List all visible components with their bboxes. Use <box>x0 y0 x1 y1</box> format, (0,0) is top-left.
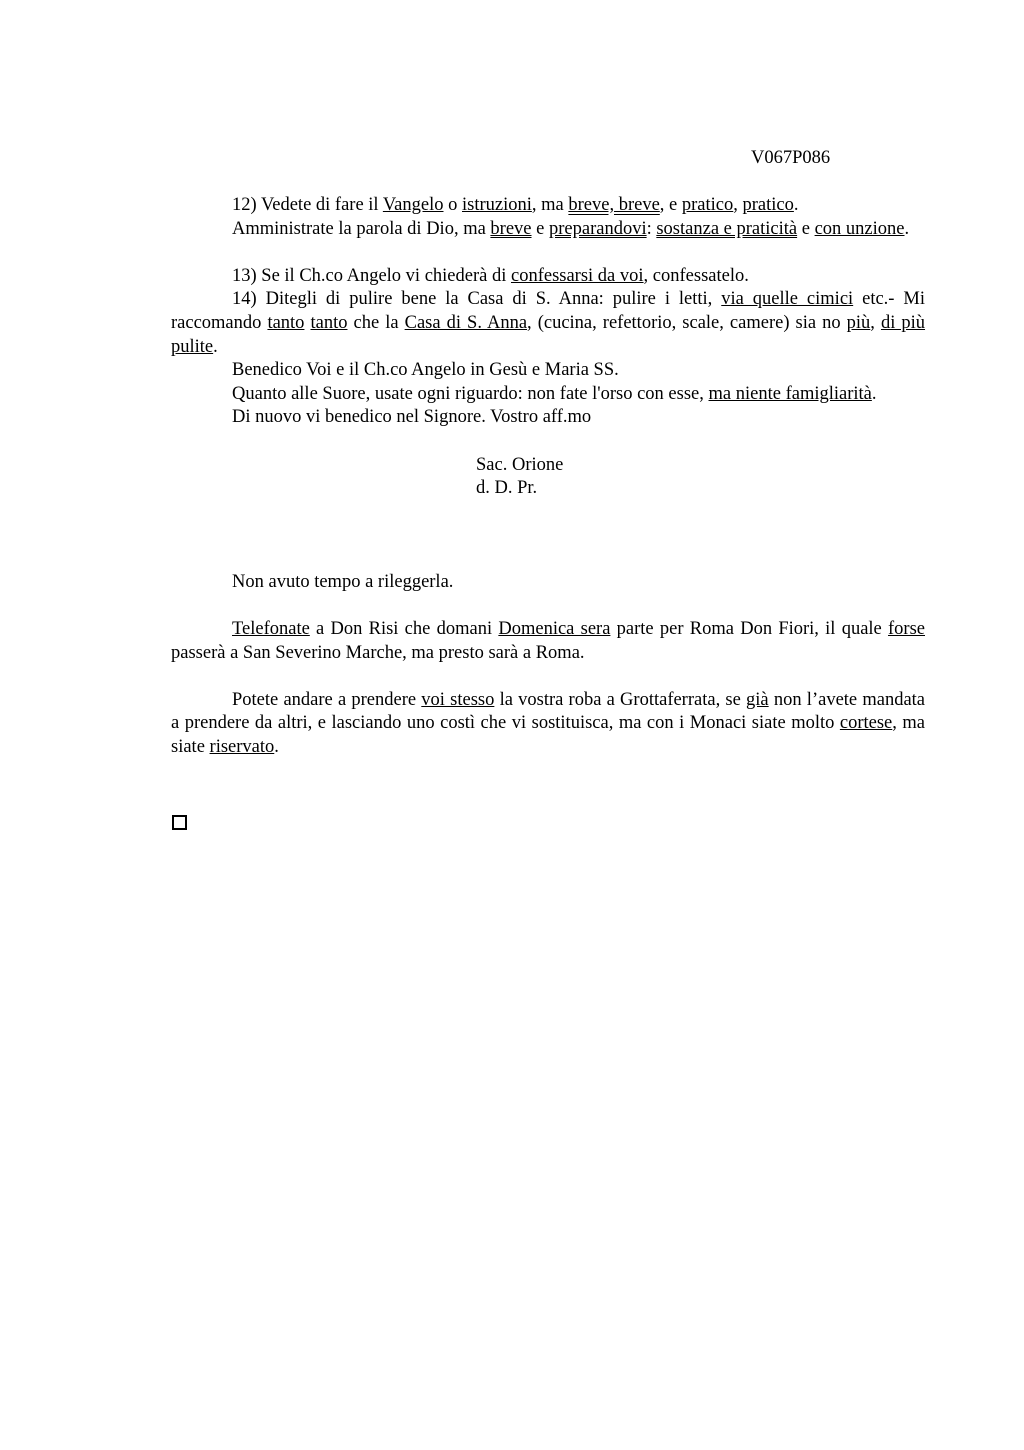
underlined-text: già <box>746 689 769 710</box>
paragraph-14: 14) Ditegli di pulire bene la Casa di S. Anna: pulire i letti, via quelle cimici etc.- Mi raccomando tanto tanto che la Casa di S. Anna, (cucina, refettorio, scale, camere) sia no più, di più pulite. <box>171 289 926 357</box>
underlined-text: Telefonate <box>232 618 310 639</box>
paragraph-potete: Potete andare a prendere voi stesso la vostra roba a Grottaferrata, se già non l’avete mandata a prendere da altri, e lasciando uno costì che vi sostituisca, ma con i Monaci siate molto cortese, ma siate riservato. <box>171 689 926 757</box>
underlined-text: tanto <box>267 312 305 333</box>
signature-title: d. D. Pr. <box>476 478 538 499</box>
underlined-text: forse <box>888 618 925 639</box>
underlined-text: confessarsi da voi <box>510 265 644 286</box>
underlined-text: riservato <box>209 736 275 757</box>
signature-block <box>171 454 925 501</box>
paragraph-12-continued: Amministrate la parola di Dio, ma breve e preparandovi: sostanza e praticità e con unzione. <box>232 218 910 239</box>
paragraph-12: 12) Vedete di fare il Vangelo o istruzioni, ma breve, breve, e pratico, pratico. <box>232 195 799 215</box>
double-underlined-text: sostanza e praticità <box>656 218 798 239</box>
underlined-text: pratico <box>681 195 734 215</box>
double-underlined-text: breve, breve <box>568 195 660 215</box>
paragraph-suore: Quanto alle Suore, usate ogni riguardo: non fate l'orso con esse, ma niente famigliarità. <box>232 383 877 404</box>
underlined-text: Casa di S. Anna <box>404 312 528 333</box>
double-underlined-text: preparandovi <box>548 218 647 239</box>
underlined-text: tanto <box>310 312 348 333</box>
letter-body <box>171 194 925 759</box>
paragraph-benedico: Benedico Voi e il Ch.co Angelo in Gesù e Maria SS. <box>232 360 619 381</box>
signature-name: Sac. Orione <box>476 454 564 475</box>
underlined-text: cortese <box>839 713 893 734</box>
underlined-text: Domenica sera <box>498 618 611 639</box>
paragraph-13: 13) Se il Ch.co Angelo vi chiederà di confessarsi da voi, confessatelo. <box>232 265 749 286</box>
underlined-text: Vangelo <box>382 195 444 215</box>
paragraph-closing: Di nuovo vi benedico nel Signore. Vostro aff.mo <box>232 407 592 428</box>
postscript-note: Non avuto tempo a rileggerla. <box>232 571 454 592</box>
underlined-text: con unzione <box>814 218 905 239</box>
underlined-text: di più pulite <box>171 312 926 357</box>
end-marker-square-icon <box>172 815 187 830</box>
paragraph-telefonate: Telefonate a Don Risi che domani Domenica sera parte per Roma Don Fiori, il quale forse passerà a San Severino Marche, ma presto sarà a Roma. <box>171 618 925 663</box>
underlined-text: istruzioni <box>462 195 532 215</box>
underlined-text: più <box>846 312 871 333</box>
underlined-text: pratico <box>742 195 794 215</box>
underlined-text: ma niente famigliarità <box>708 383 872 404</box>
underlined-text: voi stesso <box>421 689 495 710</box>
double-underlined-text: breve <box>490 218 532 239</box>
document-reference-code: V067P086 <box>751 148 831 168</box>
underlined-text: via quelle cimici <box>721 289 854 310</box>
